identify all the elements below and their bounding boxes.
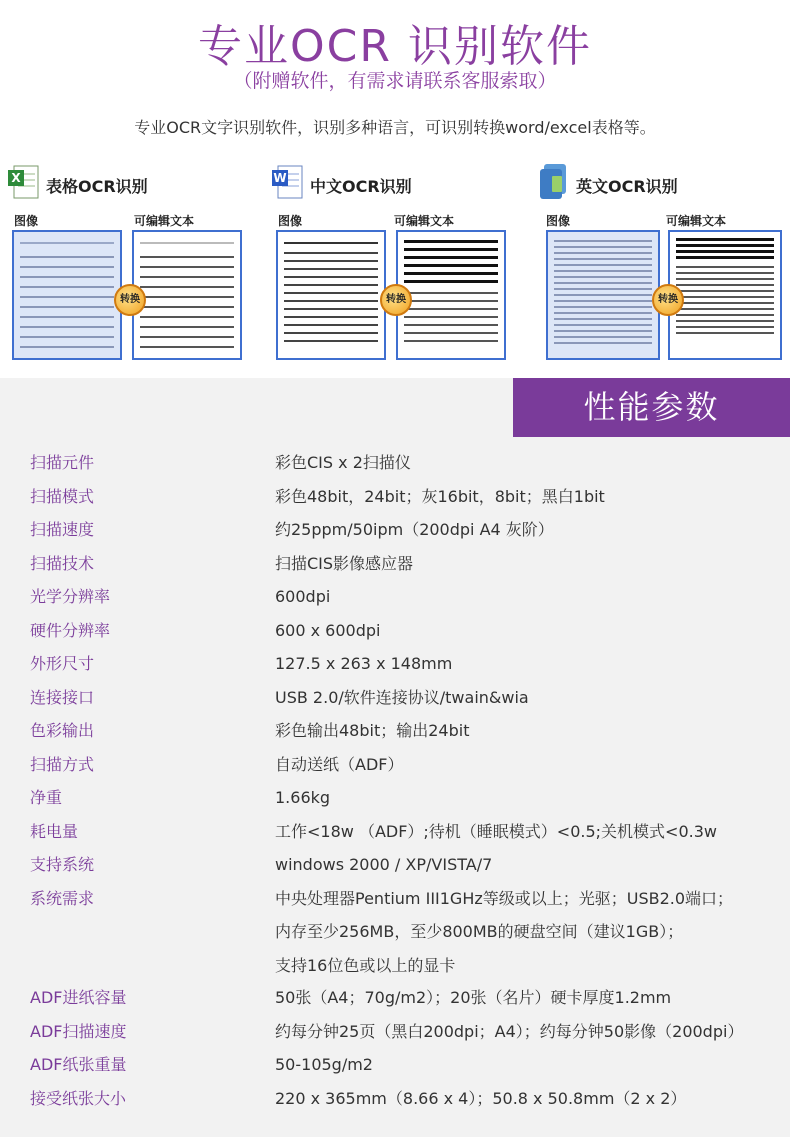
spec-value: 彩色CIS x 2扫描仪	[275, 453, 411, 472]
spec-value: 约25ppm/50ipm（200dpi A4 灰阶）	[275, 520, 554, 539]
spec-key: 光学分辨率	[30, 587, 111, 606]
spec-row	[0, 949, 790, 982]
spec-key: 扫描速度	[30, 520, 95, 539]
spec-key: 扫描元件	[30, 453, 95, 472]
spec-value: windows 2000 / XP/VISTA/7	[275, 855, 493, 874]
spec-key: 连接接口	[30, 687, 95, 707]
spec-key: 耗电量	[30, 821, 79, 841]
source-image-preview	[12, 230, 122, 360]
spec-key: 外形尺寸	[30, 654, 95, 673]
spec-key: ADF纸张重量	[30, 1055, 127, 1074]
feature-head	[8, 160, 258, 204]
spec-row	[0, 446, 790, 479]
spec-row	[0, 1082, 790, 1115]
feature-head	[272, 160, 522, 204]
intro-text: 专业OCR文字识别软件，识别多种语言，可识别转换word/excel表格等。	[134, 118, 656, 137]
spec-row	[0, 882, 790, 915]
spec-value: 内存至少256MB，至少800MB的硬盘空间（建议1GB）；	[275, 922, 684, 941]
spec-row	[0, 748, 790, 781]
spec-row	[0, 781, 790, 814]
spec-value: 220 x 365mm（8.66 x 4）；50.8 x 50.8mm（2 x 2）	[275, 1088, 687, 1108]
spec-value: 彩色48bit，24bit；灰16bit，8bit；黑白1bit	[275, 486, 605, 506]
page-title: 专业OCR 识别软件	[198, 21, 592, 72]
editable-text-preview	[132, 230, 242, 360]
word-icon	[272, 164, 304, 200]
excel-icon	[8, 164, 40, 200]
editable-text-preview	[396, 230, 506, 360]
spec-value: 自动送纸（ADF）	[275, 754, 404, 774]
spec-key: 扫描技术	[30, 553, 95, 573]
page-subtitle: （附赠软件，有需求请联系客服索取）	[233, 70, 557, 92]
svg-text:X: X	[11, 171, 21, 185]
spec-row	[0, 580, 790, 613]
spec-value: 50-105g/m2	[275, 1055, 373, 1074]
editable-text-label: 可编辑文本	[134, 214, 195, 228]
feature-name: 英文OCR识别	[576, 177, 678, 196]
source-image-preview	[546, 230, 660, 360]
convert-badge: 转换	[652, 284, 684, 316]
spec-row	[0, 815, 790, 848]
convert-badge: 转换	[114, 284, 146, 316]
spec-row	[0, 480, 790, 513]
spec-key: 净重	[30, 788, 63, 807]
spec-key: ADF进纸容量	[30, 988, 127, 1007]
spec-row	[0, 513, 790, 546]
spec-key: 硬件分辨率	[30, 620, 111, 640]
spec-value: 50张（A4；70g/m2）；20张（名片）硬卡厚度1.2mm	[275, 988, 672, 1007]
header	[0, 0, 790, 378]
spec-value: 彩色输出48bit；输出24bit	[275, 721, 470, 740]
spec-value: 1.66kg	[275, 788, 331, 807]
spec-value: 中央处理器Pentium III1GHz等级或以上；光驱；USB2.0端口；	[275, 888, 734, 908]
spec-value: USB 2.0/软件连接协议/twain&wia	[275, 687, 529, 707]
spec-value: 600dpi	[275, 587, 331, 606]
spec-value: 工作<18w （ADF）;待机（睡眠模式）<0.5;关机模式<0.3w	[275, 821, 717, 841]
spec-key: 接受纸张大小	[30, 1088, 127, 1108]
feature-name: 中文OCR识别	[310, 177, 412, 196]
spec-value: 扫描CIS影像感应器	[275, 553, 414, 573]
document-icon	[538, 164, 570, 200]
spec-value: 支持16位色或以上的显卡	[275, 955, 456, 975]
spec-key: 色彩输出	[30, 721, 95, 740]
spec-value: 127.5 x 263 x 148mm	[275, 654, 453, 673]
image-label: 图像	[546, 214, 571, 228]
feature-table-ocr	[8, 160, 258, 370]
spec-key: 扫描模式	[30, 486, 95, 506]
convert-badge: 转换	[380, 284, 412, 316]
spec-row	[0, 714, 790, 747]
feature-english-ocr	[538, 160, 788, 370]
spec-row	[0, 1015, 790, 1048]
editable-text-label: 可编辑文本	[394, 214, 455, 228]
source-image-preview	[276, 230, 386, 360]
feature-chinese-ocr	[272, 160, 522, 370]
specs-title-tab: 性能参数	[513, 378, 790, 437]
spec-key: ADF扫描速度	[30, 1021, 127, 1041]
feature-name: 表格OCR识别	[46, 177, 148, 196]
spec-key: 支持系统	[30, 855, 95, 874]
spec-key: 扫描方式	[30, 754, 95, 774]
svg-text:W: W	[273, 171, 287, 185]
editable-text-preview	[668, 230, 782, 360]
spec-row	[0, 1048, 790, 1081]
spec-row	[0, 981, 790, 1014]
spec-row	[0, 848, 790, 881]
spec-row	[0, 614, 790, 647]
spec-row	[0, 547, 790, 580]
spec-value: 约每分钟25页（黑白200dpi；A4）；约每分钟50影像（200dpi）	[275, 1021, 744, 1041]
image-label: 图像	[278, 214, 303, 228]
feature-head	[538, 160, 788, 204]
spec-row	[0, 647, 790, 680]
editable-text-label: 可编辑文本	[666, 214, 727, 228]
spec-value: 600 x 600dpi	[275, 620, 381, 640]
spec-key: 系统需求	[30, 888, 95, 908]
image-label: 图像	[14, 214, 39, 228]
spec-row	[0, 681, 790, 714]
spec-row	[0, 915, 790, 948]
